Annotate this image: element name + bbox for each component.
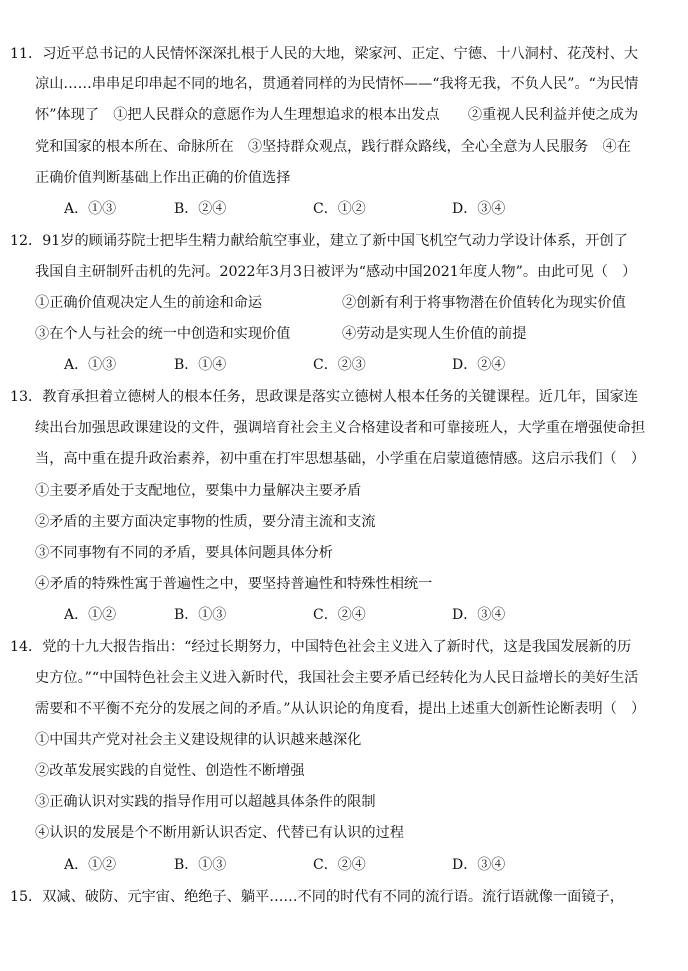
question-12-option-d: D．②④ — [452, 357, 506, 373]
question-15-line-1: 15．双减、破防、元宇宙、绝绝子、躺平……不同的时代有不同的流行语。流行语就像一面镜子， — [10, 889, 624, 905]
question-13-option-a: A．①② — [64, 607, 117, 623]
question-11-line-4: 党和国家的根本所在、命脉所在 ③坚持群众观点，践行群众路线，全心全意为人民服务 ④在 — [35, 139, 631, 155]
question-13-statement-2: ②矛盾的主要方面决定事物的性质，要分清主流和支流 — [35, 514, 376, 530]
question-14-line-2: 史方位。”“中国特色社会主义进入新时代，我国社会主要矛盾已经转化为人民日益增长的美好生活 — [35, 670, 639, 686]
question-12-statement-4: ④劳动是实现人生价值的前提 — [342, 326, 527, 342]
question-12-line-1: 12．91岁的顾诵芬院士把毕生精力献给航空事业，建立了新中国飞机空气动力学设计体系，开创了 — [10, 233, 628, 249]
question-11-line-2: 凉山……串串足印串起不同的地名，贯通着同样的为民情怀——“我将无我，不负人民”。“为民情 — [35, 76, 639, 92]
question-14-option-a: A．①② — [64, 857, 117, 873]
question-14-line-3: 需要和不平衡不充分的发展之间的矛盾。”从认识论的角度看，提出上述重大创新性论断表明（ ） — [35, 701, 646, 717]
question-13-statement-3: ③不同事物有不同的矛盾，要具体问题具体分析 — [35, 545, 333, 561]
question-12-statement-2: ②创新有利于将事物潜在价值转化为现实价值 — [342, 295, 626, 311]
question-13-line-3: 当，高中重在提升政治素养，初中重在打牢思想基础，小学重在启蒙道德情感。这启示我们（ ） — [35, 451, 646, 467]
question-13-statement-4: ④矛盾的特殊性寓于普遍性之中，要坚持普遍性和特殊性相统一 — [35, 576, 433, 592]
question-12-option-a: A．①③ — [64, 357, 117, 373]
question-13-statement-1: ①主要矛盾处于支配地位，要集中力量解决主要矛盾 — [35, 483, 362, 499]
question-12-option-b: B．①④ — [174, 357, 227, 373]
question-11-option-b: B．②④ — [174, 201, 227, 217]
question-14-option-d: D．③④ — [452, 857, 506, 873]
question-13-option-b: B．①③ — [174, 607, 227, 623]
question-13-option-c: C．②④ — [313, 607, 366, 623]
question-12-line-2: 我国自主研制歼击机的先河。2022年3月3日被评为“感动中国2021年度人物”。由此可见（ ） — [35, 264, 637, 280]
question-13-line-2: 续出台加强思政课建设的文件，强调培育社会主义合格建设者和可靠接班人，大学重在增强使命担 — [35, 420, 646, 436]
question-14-statement-3: ③正确认识对实践的指导作用可以超越具体条件的限制 — [35, 794, 376, 810]
question-12-option-c: C．②③ — [313, 357, 366, 373]
question-11-option-a: A．①③ — [64, 201, 117, 217]
question-11-option-c: C．①② — [313, 201, 366, 217]
question-11-line-1: 11．习近平总书记的人民情怀深深扎根于人民的大地，梁家河、正定、宁德、十八洞村、花茂村、大 — [10, 46, 639, 62]
question-14-option-b: B．①③ — [174, 857, 227, 873]
question-14-statement-2: ②改革发展实践的自觉性、创造性不断增强 — [35, 763, 305, 779]
question-14-statement-1: ①中国共产党对社会主义建设规律的认识越来越深化 — [35, 732, 362, 748]
question-13-option-d: D．③④ — [452, 607, 506, 623]
question-11-line-3: 怀”体现了 ①把人民群众的意愿作为人生理想追求的根本出发点 ②重视人民利益并使之成为 — [35, 107, 639, 123]
question-13-line-1: 13．教育承担着立德树人的根本任务，思政课是落实立德树人根本任务的关键课程。近几年，国家连 — [10, 389, 639, 405]
question-11-option-d: D．③④ — [452, 201, 506, 217]
question-14-line-1: 14．党的十九大报告指出：“经过长期努力，中国特色社会主义进入了新时代，这是我国发展新的历 — [10, 639, 632, 655]
question-12-statement-1: ①正确价值观决定人生的前途和命运 — [35, 295, 263, 311]
question-14-option-c: C．②④ — [313, 857, 366, 873]
question-14-statement-4: ④认识的发展是个不断用新认识否定、代替已有认识的过程 — [35, 825, 404, 841]
question-11-line-5: 正确价值判断基础上作出正确的价值选择 — [35, 170, 291, 186]
question-12-statement-3: ③在个人与社会的统一中创造和实现价值 — [35, 326, 291, 342]
